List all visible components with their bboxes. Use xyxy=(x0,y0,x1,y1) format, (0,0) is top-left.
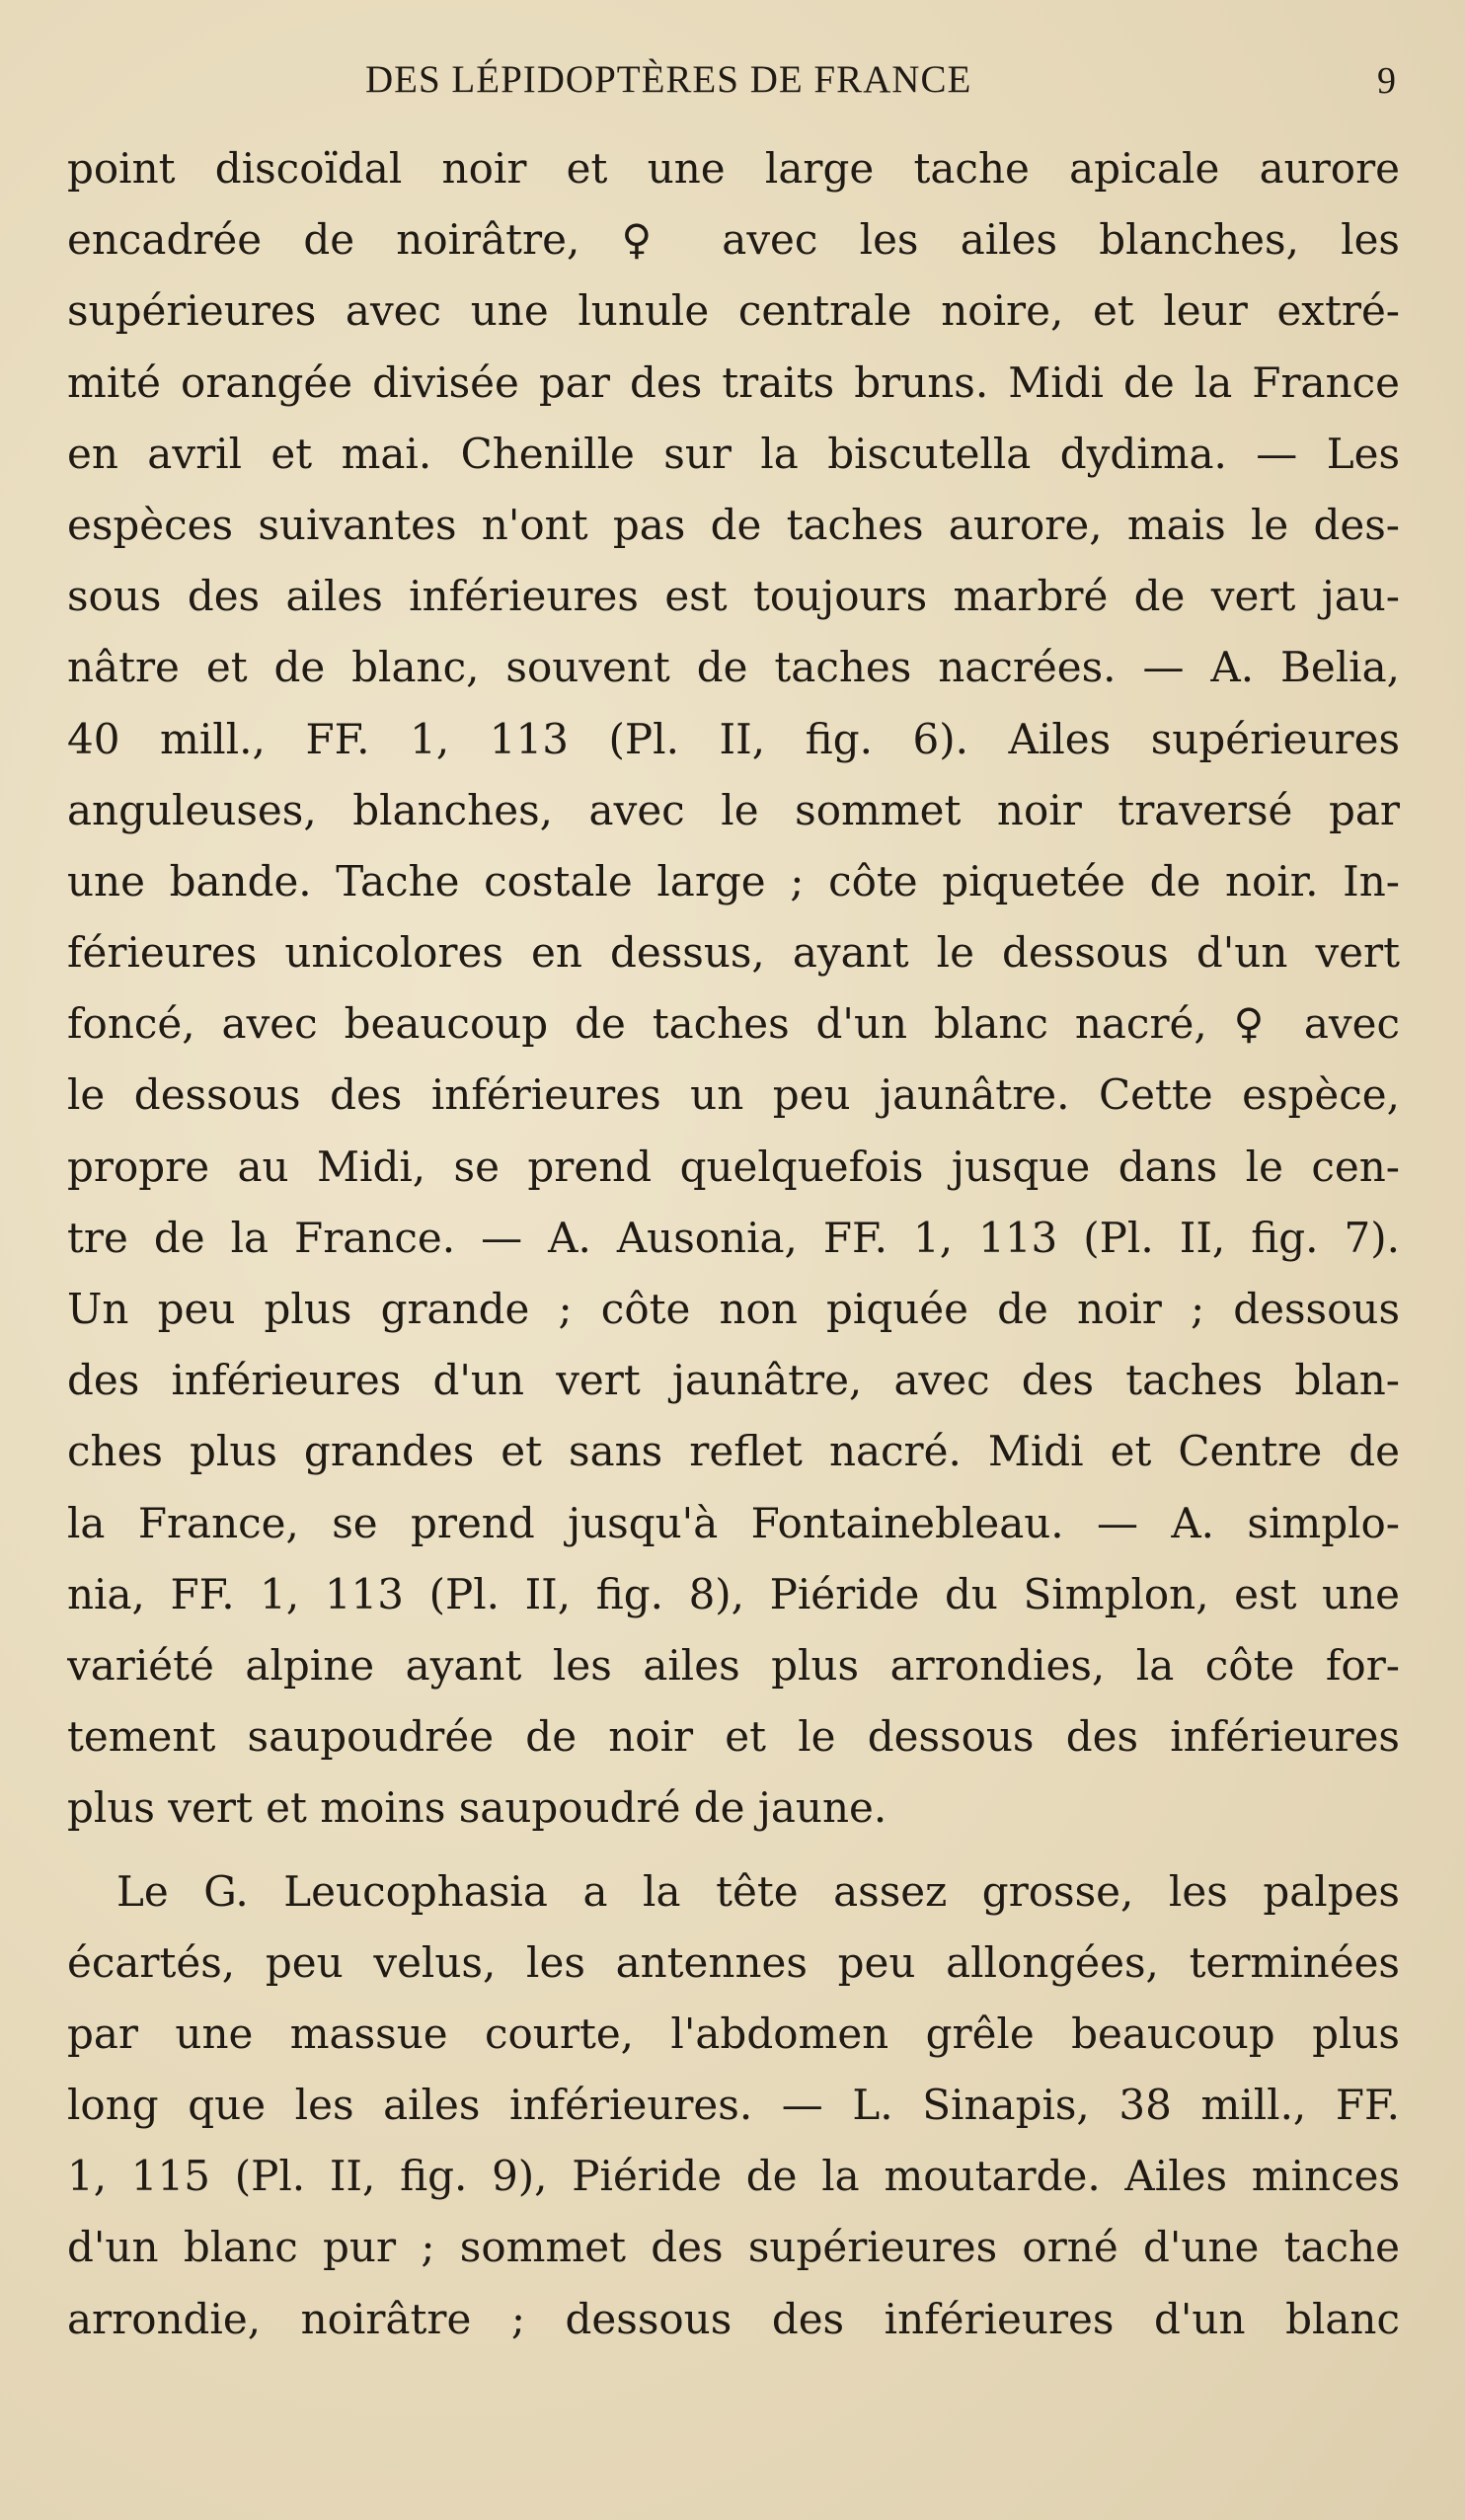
text-line: tre de la France. — A. Ausonia, FF. 1, 113 (Pl. II, fig. 7). xyxy=(67,1213,1400,1262)
text-line: la France, se prend jusqu'à Fontainebleau. — A. simplo- xyxy=(67,1498,1400,1547)
text-line: sous des ailes inférieures est toujours marbré de vert jau- xyxy=(67,572,1400,621)
text-line: plus vert et moins saupoudré de jaune. xyxy=(67,1783,887,1833)
running-head: DES LÉPIDOPTÈRES DE FRANCE xyxy=(365,58,972,101)
text-line: anguleuses, blanches, avec le sommet noir traversé par xyxy=(67,785,1400,834)
text-line: par une massue courte, l'abdomen grêle beaucoup plus xyxy=(67,2008,1400,2058)
text-line: férieures unicolores en dessus, ayant le dessous d'un vert xyxy=(67,928,1400,978)
text-line: arrondie, noirâtre ; dessous des inférieures d'un blanc xyxy=(67,2294,1400,2343)
text-line: ches plus grandes et sans reflet nacré. Midi et Centre de xyxy=(67,1427,1400,1476)
text-line: tement saupoudrée de noir et le dessous des inférieures xyxy=(67,1712,1400,1762)
text-line: Le G. Leucophasia a la tête assez grosse, les palpes xyxy=(116,1866,1400,1916)
text-line: 40 mill., FF. 1, 113 (Pl. II, fig. 6). Ailes supérieures xyxy=(67,714,1400,763)
text-line: le dessous des inférieures un peu jaunâtre. Cette espèce, xyxy=(67,1070,1400,1120)
text-line: point discoïdal noir et une large tache apicale aurore xyxy=(67,144,1400,193)
text-line: des inférieures d'un vert jaunâtre, avec des taches blan- xyxy=(67,1356,1400,1405)
text-line: variété alpine ayant les ailes plus arrondies, la côte for- xyxy=(67,1640,1400,1690)
text-line: écartés, peu velus, les antennes peu allongées, terminées xyxy=(67,1937,1400,1987)
text-line: nia, FF. 1, 113 (Pl. II, fig. 8), Piéride du Simplon, est une xyxy=(67,1569,1400,1618)
page-number: 9 xyxy=(1377,60,1396,102)
text-line: d'un blanc pur ; sommet des supérieures orné d'une tache xyxy=(67,2223,1400,2272)
text-line: nâtre et de blanc, souvent de taches nacrées. — A. Belia, xyxy=(67,643,1400,692)
text-line: une bande. Tache costale large ; côte piquetée de noir. In- xyxy=(67,856,1400,906)
text-line: 1, 115 (Pl. II, fig. 9), Piéride de la moutarde. Ailes minces xyxy=(67,2152,1400,2201)
text-line: en avril et mai. Chenille sur la biscutella dydima. — Les xyxy=(67,429,1400,478)
text-line: supérieures avec une lunule centrale noire, et leur extré- xyxy=(67,286,1400,336)
text-line: propre au Midi, se prend quelquefois jusque dans le cen- xyxy=(67,1142,1400,1191)
text-line: foncé, avec beaucoup de taches d'un blanc nacré, ♀ avec xyxy=(67,999,1400,1049)
text-line: encadrée de noirâtre, ♀ avec les ailes blanches, les xyxy=(67,215,1400,265)
body-text xyxy=(67,133,1400,2355)
text-line: Un peu plus grande ; côte non piquée de noir ; dessous xyxy=(67,1285,1400,1333)
text-line: long que les ailes inférieures. — L. Sinapis, 38 mill., FF. xyxy=(67,2081,1400,2130)
text-line: espèces suivantes n'ont pas de taches aurore, mais le des- xyxy=(67,500,1400,549)
text-line: mité orangée divisée par des traits bruns. Midi de la France xyxy=(67,357,1400,407)
